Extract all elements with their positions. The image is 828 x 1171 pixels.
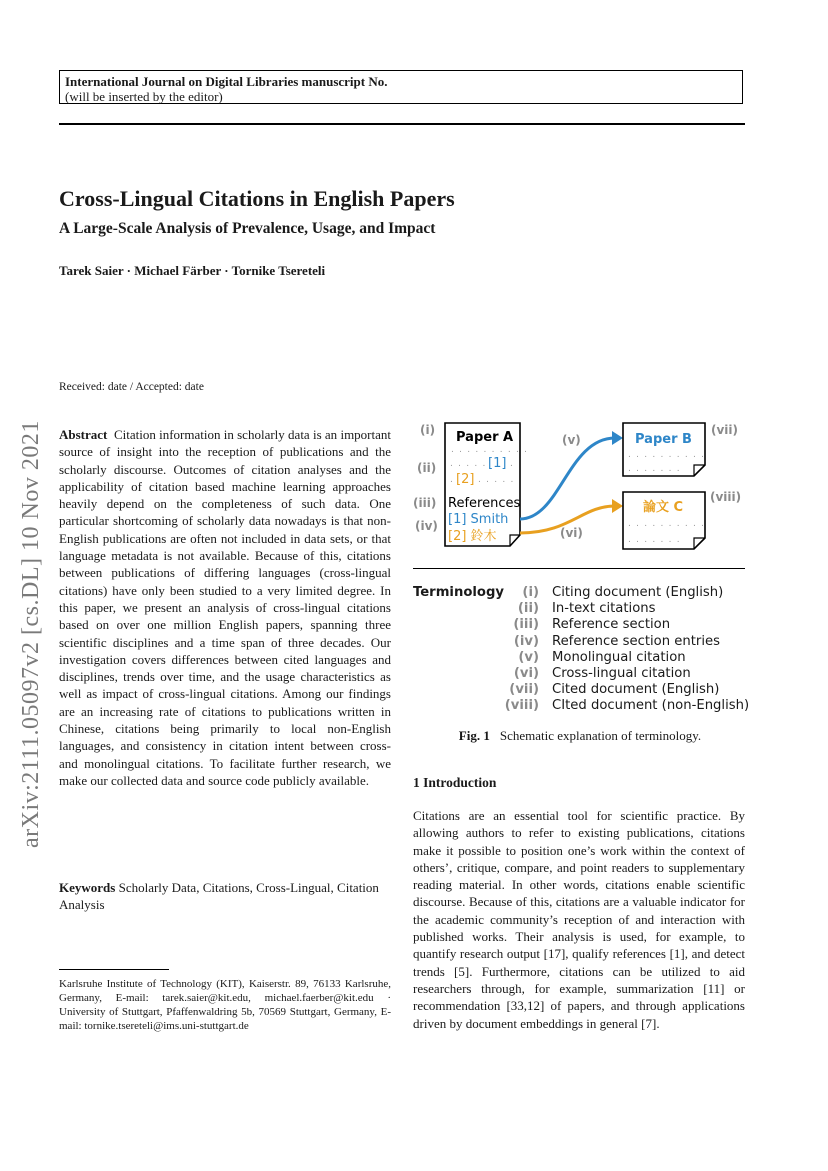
references-heading: References: [448, 496, 521, 511]
introduction-text: Citations are an essential tool for scientific practice. By allowing authors to refer to existing publications, citations make it possible to position one’s work within the context of others’, critique, compare, and point readers to supplementary reading material. In other words, citations enable scientific discourse. Because of this, citations are a valuable indicator for the academic community’s reception of and interaction with published works. Their analysis is used, for example, to quantify research output [17], qualify references [1], and detect trends [5]. Furthermore, citations can be utilized to aid researchers through, for example, summarization [11] or recommendation [33,12] of papers, and through applications driven by document embeddings in general [7].: [413, 808, 745, 1031]
editor-note: (will be inserted by the editor): [65, 89, 223, 104]
received-date: Received: date / Accepted: date: [59, 381, 204, 393]
terminology-figure: [410, 418, 750, 553]
journal-header-box: [59, 70, 743, 104]
paper-a-filler-1: . . . . . . . . . .: [451, 445, 529, 455]
marker-i: (i): [420, 423, 436, 437]
ref-entry-1: [1] Smith: [448, 512, 509, 527]
term-number: (v): [518, 649, 539, 665]
footnote-rule: [59, 969, 169, 970]
paper-a-filler-3: .: [510, 459, 513, 469]
terminology-legend: [413, 585, 750, 715]
figure-caption: [413, 728, 747, 744]
term-text: Cross-lingual citation: [552, 666, 691, 681]
keywords-text: Scholarly Data, Citations, Cross-Lingual, Citation Analysis: [59, 880, 379, 913]
marker-iv: (iv): [415, 519, 438, 533]
figure-caption-label: Fig. 1: [458, 728, 490, 743]
term-row: [413, 634, 747, 650]
term-row: [413, 682, 747, 698]
term-row: [413, 698, 750, 714]
term-text: Reference section entries: [552, 633, 720, 649]
term-number: (iv): [513, 633, 539, 649]
author-list: Tarek Saier · Michael Färber · Tornike Tsereteli: [59, 263, 326, 278]
abstract-label: Abstract: [59, 427, 108, 442]
marker-vi: (vi): [560, 526, 583, 540]
header-rule: [59, 123, 745, 125]
paper-title: Cross-Lingual Citations in English Papers: [59, 186, 455, 211]
ref-entry-2: [2] 鈴木: [448, 529, 497, 544]
term-row: [413, 585, 747, 601]
in-text-cite-2: [2]: [456, 472, 475, 487]
marker-vii: (vii): [711, 423, 739, 437]
paper-a-filler-2: . . . . .: [450, 459, 487, 469]
paper-c-filler-1: . . . . . . . . . .: [628, 519, 706, 529]
cross-lingual-arrowhead: [612, 499, 623, 513]
terminology-label: Terminology: [413, 585, 505, 600]
marker-iii: (iii): [413, 496, 437, 510]
term-number: (vi): [513, 666, 539, 681]
paper-b-filler-1: . . . . . . . . . .: [628, 450, 706, 460]
term-row: [413, 617, 747, 633]
marker-ii: (ii): [417, 461, 437, 475]
term-text: In-text citations: [552, 601, 656, 617]
marker-viii: (viii): [710, 490, 742, 504]
journal-name: International Journal on Digital Libraries manuscript No.: [65, 74, 388, 89]
paper-b-title: Paper B: [635, 432, 692, 447]
term-number: (iii): [513, 617, 539, 633]
term-row: [413, 601, 747, 617]
term-text: CIted document (non-English): [552, 698, 750, 714]
affiliation-footnote: Karlsruhe Institute of Technology (KIT), Kaiserstr. 89, 76133 Karlsruhe, Germany, E-mail: tarek.saier@kit.edu, michael.faerber@kit.edu · University of Stuttgart, Pfaffenwaldring 5b, 70569 Stuttgart, Germany, E-mail: tornike.tsereteli@ims.uni-stuttgart.de: [59, 978, 391, 1032]
term-number: (viii): [504, 698, 539, 714]
marker-v: (v): [562, 433, 581, 447]
keywords: [59, 879, 391, 914]
term-number: (i): [522, 585, 539, 600]
paper-a-title: Paper A: [456, 430, 514, 445]
paper-c-title: 論文 C: [643, 500, 684, 515]
term-number: (vii): [509, 682, 539, 698]
term-text: Reference section: [552, 617, 671, 633]
figure-rule: [413, 568, 745, 569]
term-text: Cited document (English): [552, 682, 720, 698]
term-text: Citing document (English): [552, 585, 724, 600]
term-text: Monolingual citation: [552, 649, 686, 665]
in-text-cite-1: [1]: [488, 456, 507, 471]
figure-caption-text: Schematic explanation of terminology.: [499, 728, 702, 743]
arxiv-stamp: arXiv:2111.05097v2 [cs.DL] 10 Nov 2021: [18, 420, 44, 848]
abstract: [59, 426, 391, 789]
section-heading: 1 Introduction: [413, 775, 497, 790]
paper-a-filler-5: . . . . .: [478, 475, 515, 485]
term-number: (ii): [517, 601, 539, 617]
keywords-label: Keywords: [59, 880, 116, 895]
monolingual-arrowhead: [612, 431, 623, 445]
paper-a-filler-4: .: [450, 475, 453, 485]
paper-subtitle: A Large-Scale Analysis of Prevalence, Usage, and Impact: [59, 220, 436, 237]
term-row: [413, 666, 747, 682]
abstract-text: Citation information in scholarly data is an important source of insight into the reception of publications and the scholarly discourse. Outcomes of citation analyses and the applicability of citation based machine learning approaches heavily depend on the completeness of such data. One particular shortcoming of scholarly data nowadays is that non-English publications are often not included in data sets, or that language metadata is not available. Because of this, citations between publications of differing languages (cross-lingual citations) have only been studied to a very limited degree. In this paper, we present an analysis of cross-lingual citations based on over one million English papers, spanning three scientific disciplines and a time span of three decades. Our investigation covers differences between cited languages and disciplines, trends over time, and the usage characteristics as well as impact of cross-lingual citations. Among our findings are an increasing rate of citations to publications written in Chinese, citations being primarily to local non-English languages, and consistency in citation intent between cross- and monolingual citations. To facilitate further research, we make our collected data and source code publicly available.: [59, 427, 391, 788]
paper-b-filler-2: . . . . . . .: [628, 464, 681, 474]
term-row: [413, 650, 747, 666]
paper-c-filler-2: . . . . . . .: [628, 535, 681, 545]
